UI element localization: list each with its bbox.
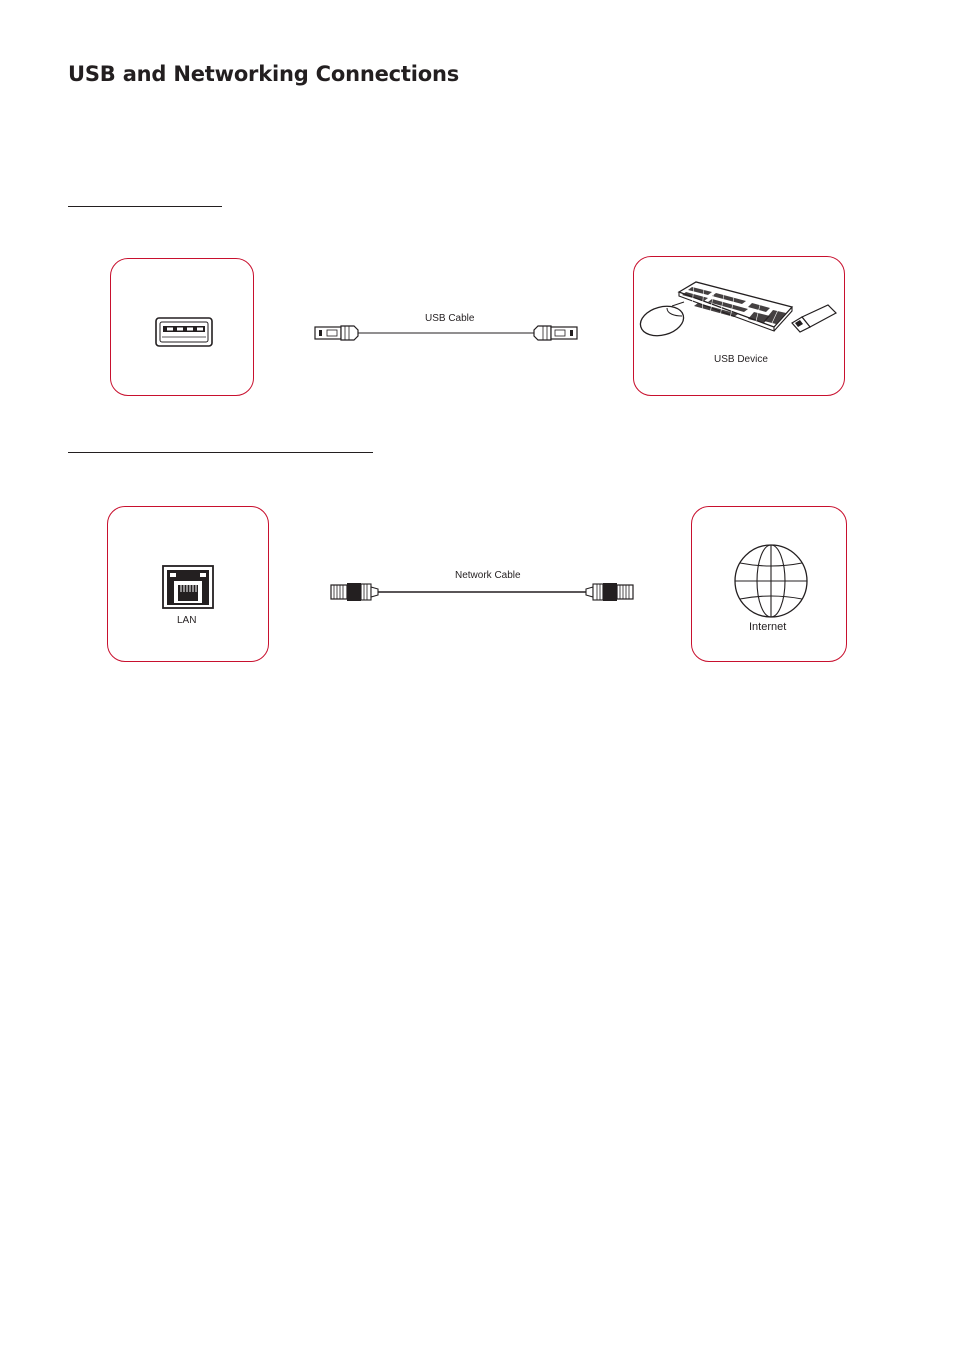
usb-section-heading-rule xyxy=(68,206,222,207)
usb-device-panel xyxy=(633,256,845,396)
lan-port-icon xyxy=(162,565,214,609)
usb-port-icon xyxy=(153,315,223,351)
network-cable-label: Network Cable xyxy=(455,570,521,581)
usb-cable-icon xyxy=(314,322,578,344)
keyboard-icon xyxy=(678,281,794,341)
usb-device-label: USB Device xyxy=(714,354,768,365)
lan-port-panel xyxy=(107,506,269,662)
network-section-heading-rule xyxy=(68,452,373,453)
network-cable-icon xyxy=(330,580,634,604)
usb-flash-drive-icon xyxy=(790,303,838,333)
usb-port-panel xyxy=(110,258,254,396)
lan-port-label: LAN xyxy=(177,615,197,626)
internet-panel xyxy=(691,506,847,662)
usb-cable-label: USB Cable xyxy=(425,313,475,324)
globe-icon xyxy=(733,543,809,619)
internet-label: Internet xyxy=(749,621,787,633)
page-title: USB and Networking Connections xyxy=(68,62,460,86)
